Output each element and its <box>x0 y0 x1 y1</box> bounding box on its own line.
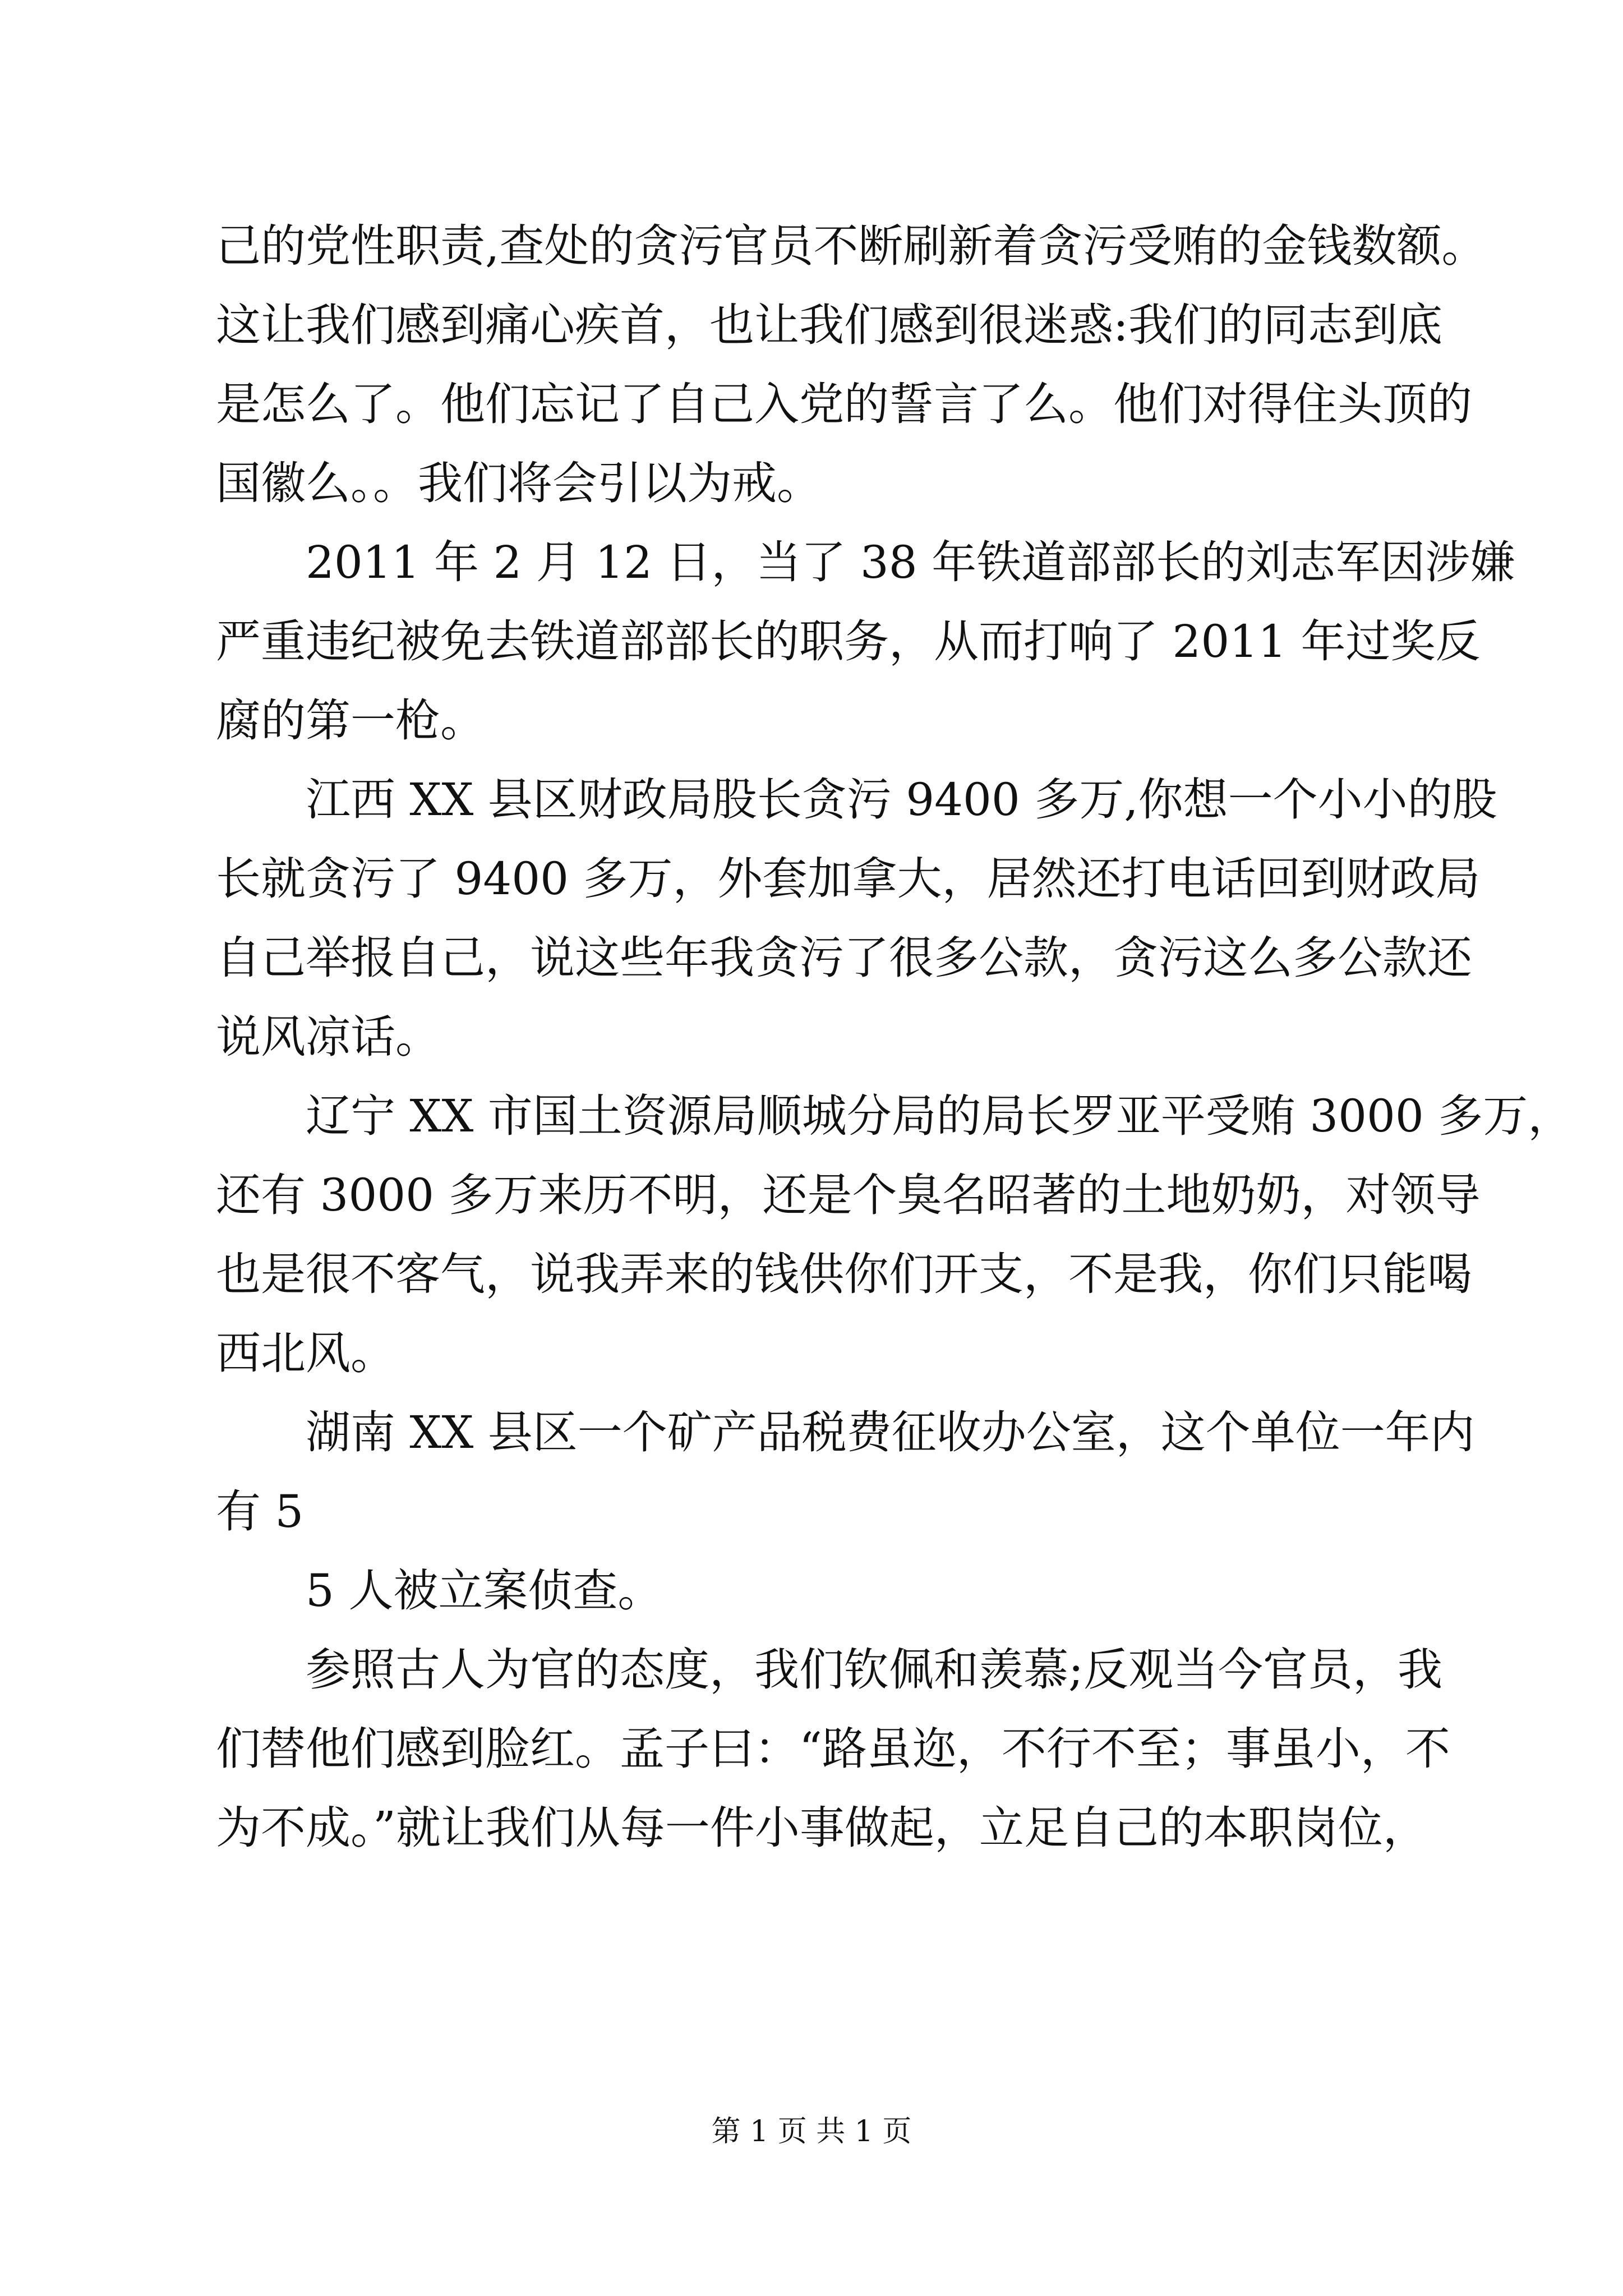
text-line: 自己举报自己，说这些年我贪污了很多公款，贪污这么多公款还 <box>216 932 1472 984</box>
text-line: 腐的第一枪。 <box>216 694 485 747</box>
text-line: 也是很不客气，说我弄来的钱供你们开支，不是我，你们只能喝 <box>216 1248 1472 1300</box>
text-line: 湖南 XX 县区一个矿产品税费征收办公室，这个单位一年内 <box>306 1406 1475 1458</box>
text-line: 有 5 <box>216 1485 304 1538</box>
text-line: 严重违纪被免去铁道部部长的职务，从而打响了 2011 年过奖反 <box>216 615 1481 668</box>
page-number-label: 第 1 页 共 1 页 <box>711 2115 912 2148</box>
text-block <box>216 206 1573 1867</box>
page-footer <box>0 2112 1623 2151</box>
text-line: 国徽么。。我们将会引以为戒。 <box>216 457 822 509</box>
text-line: 是怎么了。他们忘记了自己入党的誓言了么。他们对得住头顶的 <box>216 378 1472 430</box>
text-line: 还有 3000 多万来历不明，还是个臭名昭著的土地奶奶，对领导 <box>216 1169 1481 1221</box>
text-line: 辽宁 XX 市国土资源局顺城分局的局长罗亚平受贿 3000 多万， <box>306 1090 1573 1142</box>
text-line: 说风凉话。 <box>216 1011 440 1063</box>
text-line: 这让我们感到痛心疾首，也让我们感到很迷惑:我们的同志到底 <box>216 299 1442 351</box>
text-line: 江西 XX 县区财政局股长贪污 9400 多万,你想一个小小的股 <box>306 774 1497 826</box>
text-line: 参照古人为官的态度，我们钦佩和羡慕;反观当今官员，我 <box>306 1644 1442 1696</box>
body-text <box>216 206 1573 1867</box>
text-line: 己的党性职责,查处的贪污官员不断刷新着贪污受贿的金钱数额。 <box>216 220 1487 272</box>
text-line: 长就贪污了 9400 多万，外套加拿大，居然还打电话回到财政局 <box>216 853 1481 905</box>
text-line: 为不成。”就让我们从每一件小事做起，立足自己的本职岗位， <box>216 1802 1428 1854</box>
text-line: 们替他们感到脸红。孟子曰：“路虽迩，不行不至；事虽小，不 <box>216 1723 1450 1775</box>
text-line: 2011 年 2 月 12 日，当了 38 年铁道部部长的刘志军因涉嫌 <box>306 536 1515 588</box>
text-line: 5 人被立案侦查。 <box>306 1565 663 1617</box>
text-line: 西北风。 <box>216 1327 395 1379</box>
